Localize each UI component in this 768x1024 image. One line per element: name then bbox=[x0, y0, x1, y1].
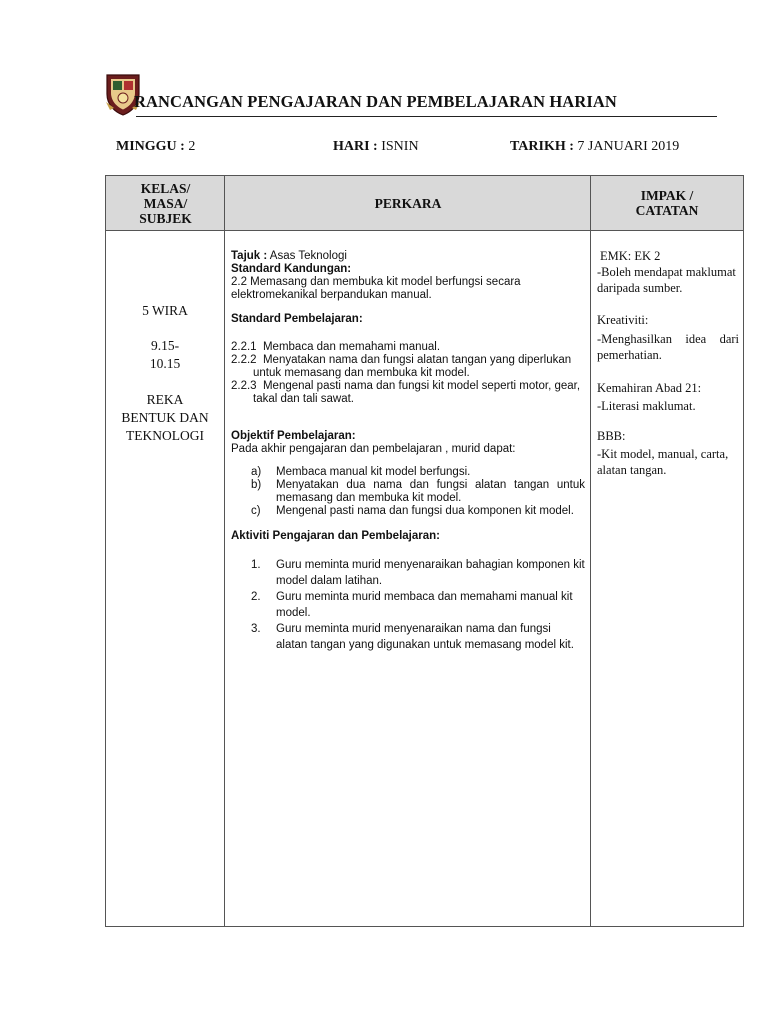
title-underline bbox=[136, 116, 717, 117]
item-marker: c) bbox=[251, 505, 261, 517]
perkara-content bbox=[231, 250, 585, 653]
item-text: Menyatakan dua nama dan fungsi alatan tangan untuk memasang dan membuka kit model. bbox=[276, 479, 585, 504]
lesson-plan-table bbox=[105, 175, 744, 927]
objektif-item bbox=[231, 479, 585, 505]
item-text: Guru meminta murid menyenaraikan bahagian komponen kit model dalam latihan. bbox=[276, 559, 585, 587]
hari-value: ISNIN bbox=[381, 139, 419, 154]
kelas-value: 5 WIRA bbox=[142, 303, 188, 318]
minggu-field bbox=[116, 139, 195, 155]
abad21-label: Kemahiran Abad 21: bbox=[597, 381, 702, 395]
objektif-label: Objektif Pembelajaran: bbox=[231, 430, 356, 442]
item-text: Guru meminta murid menyenaraikan nama dan fungsi alatan tangan yang digunakan untuk memasang model kit. bbox=[276, 623, 574, 651]
impak-content bbox=[597, 248, 739, 478]
bbb-note: -Kit model, manual, carta, alatan tangan. bbox=[597, 447, 729, 477]
item-text: Menyatakan nama dan fungsi alatan tangan yang diperlukan untuk memasang dan membuka kit model. bbox=[253, 354, 572, 379]
objektif-item bbox=[231, 505, 585, 518]
masa-value bbox=[106, 337, 224, 373]
tajuk-label: Tajuk : bbox=[231, 250, 268, 262]
aktiviti-list bbox=[231, 557, 585, 653]
tarikh-field bbox=[510, 139, 679, 155]
objektif-item bbox=[231, 466, 585, 479]
objektif-list bbox=[231, 466, 585, 518]
hari-field bbox=[333, 139, 419, 155]
tarikh-label: TARIKH : bbox=[510, 139, 574, 154]
standard-pembelajaran-label: Standard Pembelajaran: bbox=[231, 313, 363, 325]
emk-note: -Boleh mendapat maklumat daripada sumber. bbox=[597, 265, 736, 295]
column-divider bbox=[590, 176, 591, 926]
subjek-line: TEKNOLOGI bbox=[126, 428, 204, 443]
masa-end: 10.15 bbox=[149, 356, 181, 371]
item-text: Membaca dan memahami manual. bbox=[262, 341, 441, 353]
item-marker: 2. bbox=[251, 591, 261, 603]
item-number: 2.2.3 bbox=[231, 380, 257, 392]
bbb-label: BBB: bbox=[597, 429, 626, 443]
standard-kandungan-text: 2.2 Memasang dan membuka kit model berfungsi secara elektromekanikal berpandukan manual. bbox=[231, 276, 521, 301]
header-impak: IMPAK / bbox=[640, 188, 694, 203]
header-masa: MASA/ bbox=[143, 195, 188, 211]
item-text: Membaca manual kit model berfungsi. bbox=[276, 466, 471, 478]
header-perkara bbox=[225, 176, 591, 231]
aktiviti-label: Aktiviti Pengajaran dan Pembelajaran: bbox=[231, 530, 440, 542]
kreativiti-note: -Menghasilkan idea dari pemerhatian. bbox=[597, 332, 739, 362]
tarikh-value: 7 JANUARI 2019 bbox=[577, 139, 680, 154]
item-text: Mengenal pasti nama dan fungsi kit model seperti motor, gear, takal dan tali sawat. bbox=[253, 380, 581, 405]
header-perkara-label: PERKARA bbox=[374, 195, 442, 211]
column-divider bbox=[224, 176, 225, 926]
item-text: Mengenal pasti nama dan fungsi dua komponen kit model. bbox=[276, 505, 574, 517]
masa-start: 9.15- bbox=[150, 338, 180, 353]
item-number: 2.2.2 bbox=[231, 354, 257, 366]
subjek-line: BENTUK DAN bbox=[121, 410, 209, 425]
minggu-value: 2 bbox=[188, 139, 196, 154]
tajuk-value: Asas Teknologi bbox=[269, 250, 347, 262]
header-catatan: CATATAN bbox=[635, 203, 699, 218]
tajuk-line bbox=[231, 250, 585, 263]
emk-label: EMK: EK 2 bbox=[600, 249, 661, 263]
aktiviti-item bbox=[231, 589, 585, 621]
item-marker: b) bbox=[251, 479, 262, 491]
item-marker: 3. bbox=[251, 623, 261, 635]
standard-kandungan-label: Standard Kandungan: bbox=[231, 263, 352, 275]
objektif-intro: Pada akhir pengajaran dan pembelajaran , murid dapat: bbox=[231, 443, 516, 455]
abad21-note: -Literasi maklumat. bbox=[597, 399, 696, 413]
header-subjek: SUBJEK bbox=[139, 210, 192, 226]
document-title: RANCANGAN PENGAJARAN DAN PEMBELAJARAN HARIAN bbox=[134, 92, 617, 111]
aktiviti-item bbox=[231, 557, 585, 589]
header-kelas-masa-subjek bbox=[106, 176, 225, 231]
header-impak-catatan bbox=[591, 176, 743, 231]
standard-pembelajaran-item bbox=[231, 354, 585, 380]
standard-pembelajaran-item bbox=[231, 380, 585, 406]
aktiviti-item bbox=[231, 621, 585, 653]
minggu-label: MINGGU : bbox=[116, 139, 185, 154]
item-marker: 1. bbox=[251, 559, 261, 571]
header-kelas: KELAS/ bbox=[140, 180, 191, 196]
item-text: Guru meminta murid membaca dan memahami manual kit model. bbox=[276, 591, 573, 619]
standard-pembelajaran-item bbox=[231, 341, 585, 354]
subjek-line: REKA bbox=[146, 392, 184, 407]
kreativiti-label: Kreativiti: bbox=[597, 313, 649, 327]
hari-label: HARI : bbox=[333, 139, 378, 154]
subjek-value bbox=[106, 391, 224, 445]
item-marker: a) bbox=[251, 466, 262, 478]
item-number: 2.2.1 bbox=[231, 341, 257, 353]
